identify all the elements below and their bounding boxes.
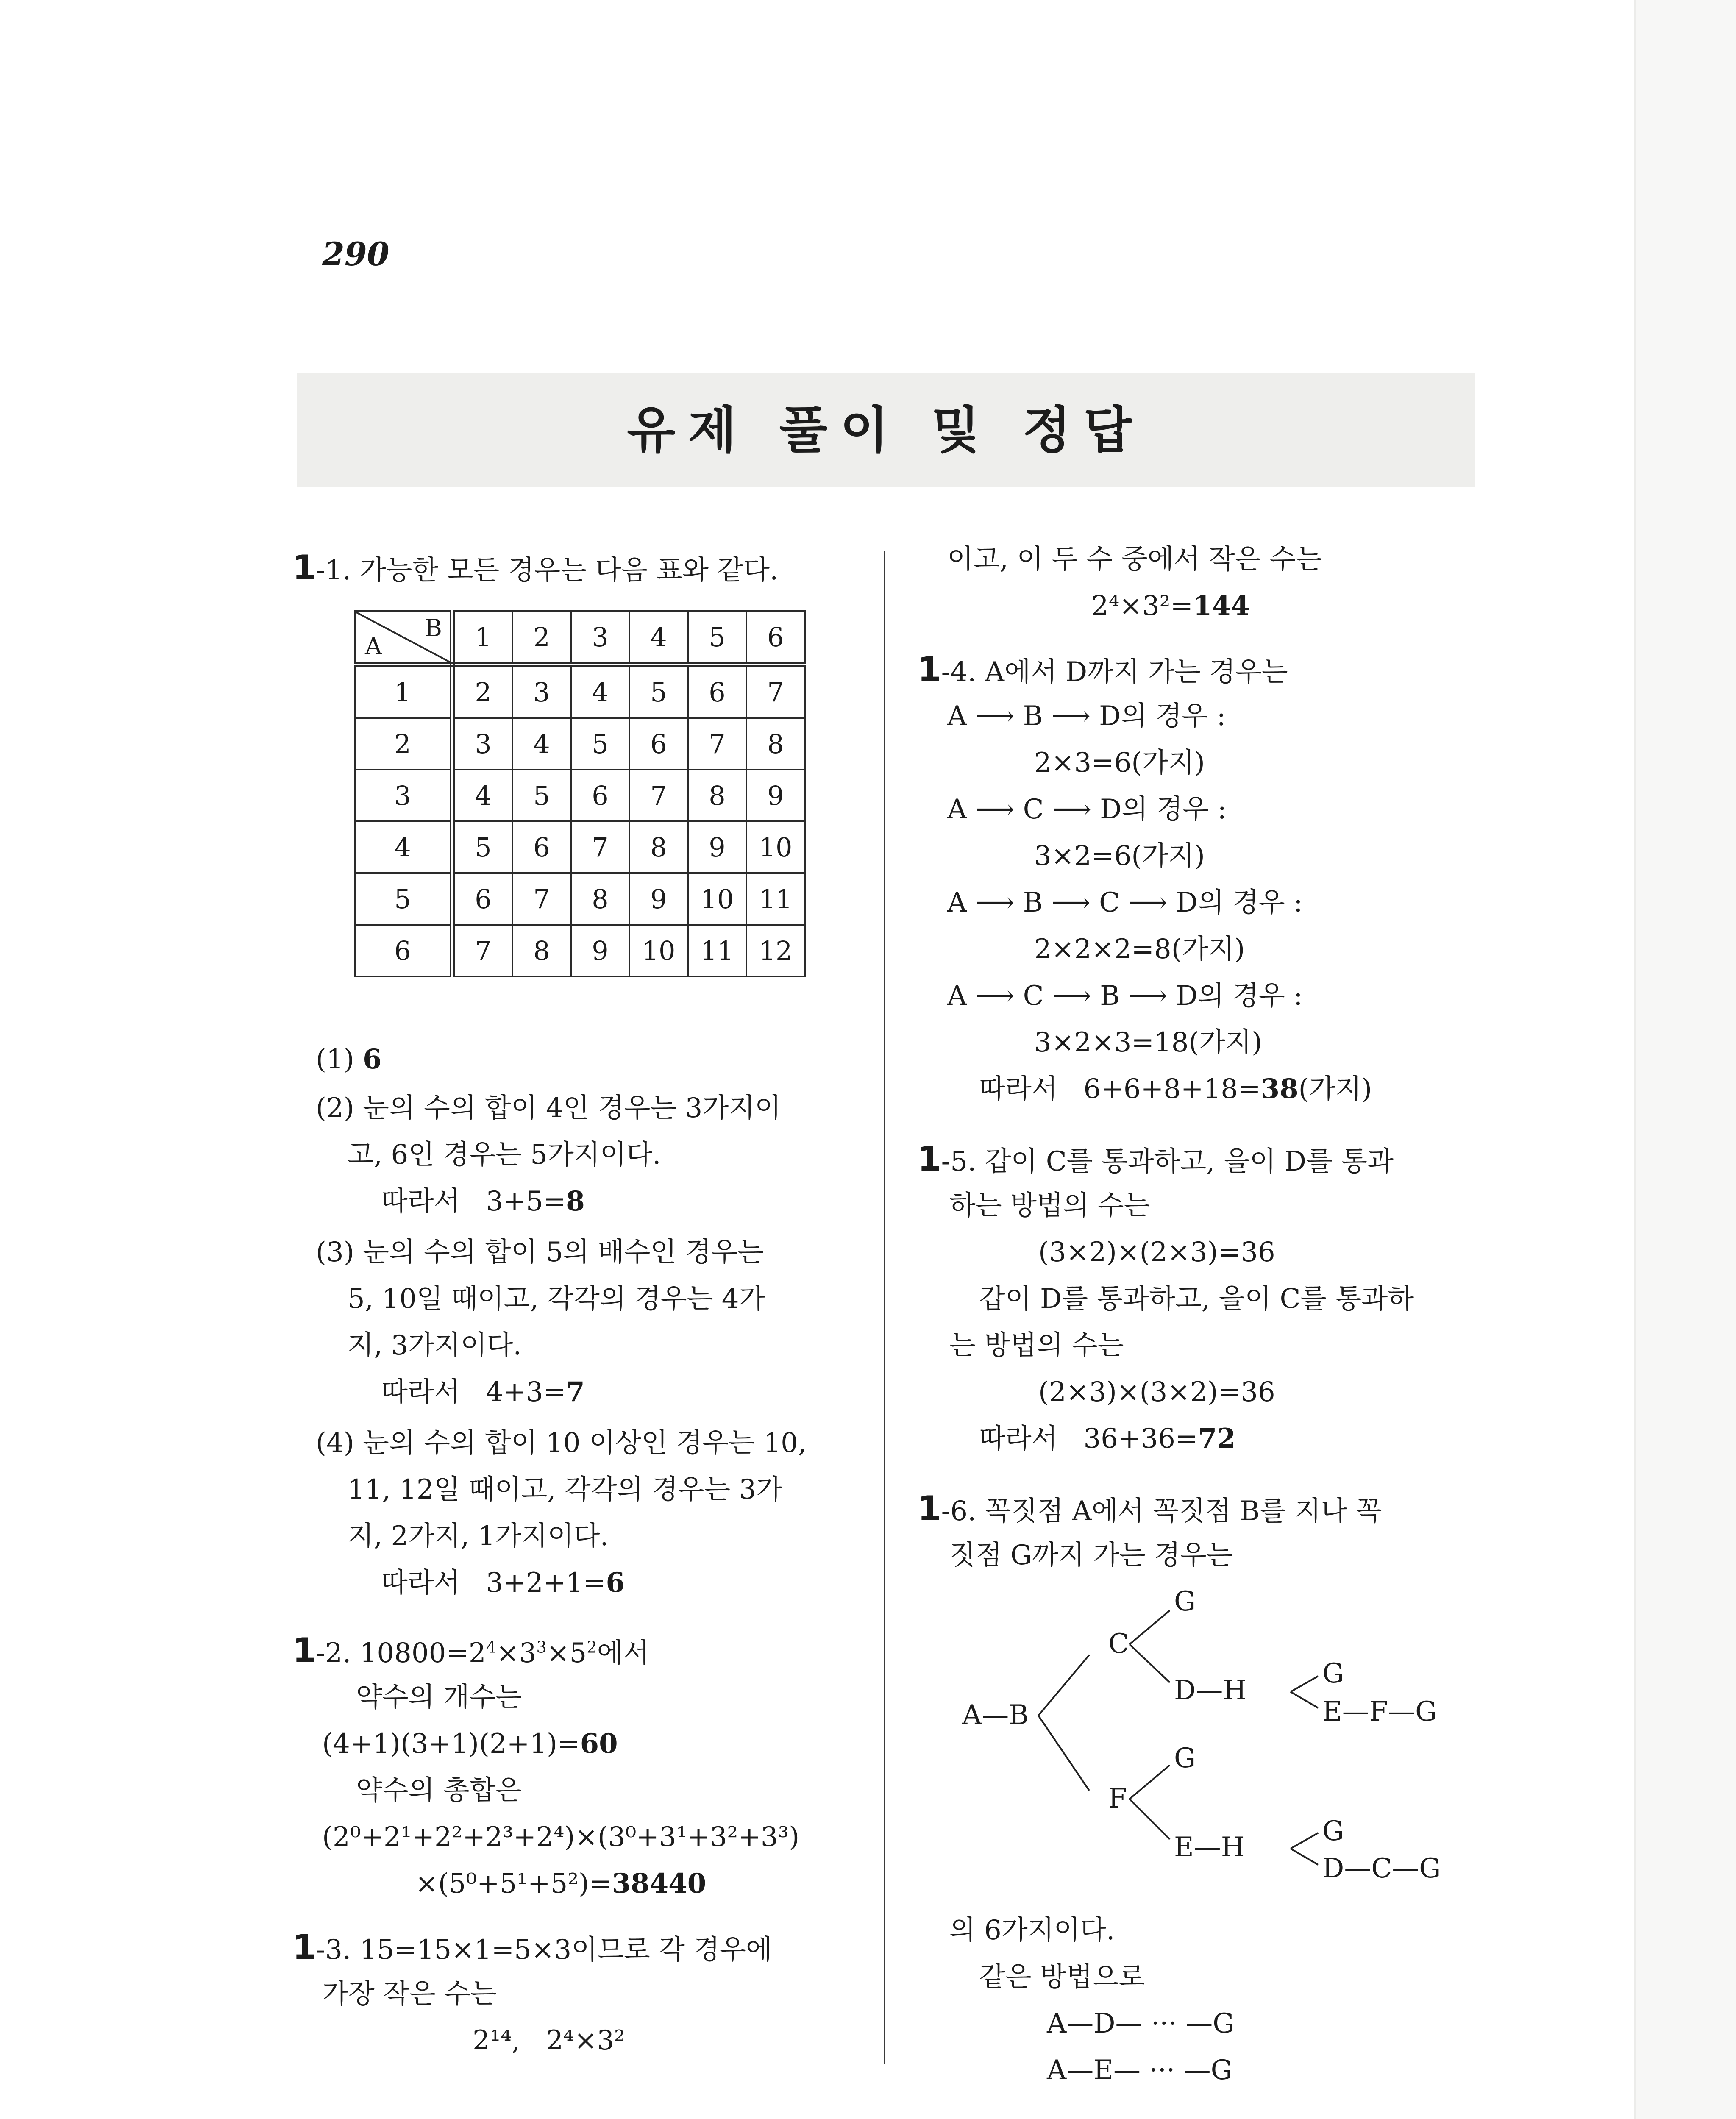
min-number-expr: 2⁴×3²= xyxy=(1091,590,1193,622)
factor: ×5 xyxy=(546,1638,587,1669)
table-cell: 8 xyxy=(688,770,746,821)
table-header-cell: 1 xyxy=(452,611,512,665)
table-cell: 9 xyxy=(571,925,629,976)
problem-1-6-line2: 짓점 G까지 가는 경우는 xyxy=(949,1540,1233,1571)
answer-4-expr: 따라서 3+2+1= xyxy=(381,1567,606,1599)
problem-1-1-heading xyxy=(292,548,779,587)
tree-node-a-b: A—B xyxy=(962,1699,1029,1731)
divisor-count-value: 60 xyxy=(580,1728,618,1760)
problem-suffix: -3. xyxy=(316,1934,351,1966)
table-cell: 11 xyxy=(688,925,746,976)
problem-1-5-line4: 갑이 D를 통과하고, 을이 C를 통과하 xyxy=(979,1283,1414,1315)
problem-1-3-line2: 가장 작은 수는 xyxy=(322,1978,497,2010)
problem-number: 1 xyxy=(292,548,316,587)
tree-node-g4: G xyxy=(1322,1816,1344,1847)
page-title: 유제 풀이 및 정답 xyxy=(627,401,1145,459)
path-tree-diagram xyxy=(962,1581,1496,1899)
problem-1-2-line2: 약수의 개수는 xyxy=(356,1682,522,1713)
answer-3-line4 xyxy=(381,1375,585,1409)
problem-number: 1 xyxy=(292,1927,316,1967)
answer-2-line3 xyxy=(381,1185,585,1218)
problem-text: 갑이 C를 통과하고, 을이 D를 통과 xyxy=(985,1146,1394,1177)
problem-1-5-expr: 따라서 36+36= xyxy=(979,1423,1198,1454)
problem-number: 1 xyxy=(918,650,941,689)
problem-1-3-line3: 2¹⁴, 2⁴×3² xyxy=(473,2025,625,2056)
problem-suffix: -6. xyxy=(941,1496,976,1527)
table-row-label: 1 xyxy=(355,665,452,718)
problem-1-4-heading xyxy=(918,650,1288,689)
table-cell: 3 xyxy=(452,718,512,770)
problem-text: 가능한 모든 경우는 다음 표와 같다. xyxy=(359,555,779,586)
factor-suffix: 에서 xyxy=(597,1638,650,1669)
table-cell: 9 xyxy=(746,770,805,821)
table-cell: 10 xyxy=(629,925,688,976)
table-cell: 2 xyxy=(452,665,512,718)
problem-1-3-heading xyxy=(292,1927,772,1967)
table-row-label: 3 xyxy=(355,770,452,821)
table-cell: 5 xyxy=(629,665,688,718)
problem-1-3-continued-line1: 이고, 이 두 수 중에서 작은 수는 xyxy=(947,544,1322,575)
table-cell: 7 xyxy=(571,821,629,873)
route-case-4: A ⟶ C ⟶ B ⟶ D의 경우 : xyxy=(947,980,1303,1012)
answer-label: (1) xyxy=(316,1044,354,1075)
tree-node-d-h: D—H xyxy=(1174,1675,1247,1706)
problem-1-5-line5: 는 방법의 수는 xyxy=(949,1330,1124,1361)
problem-1-2-line5: (2⁰+2¹+2²+2³+2⁴)×(3⁰+3¹+3²+3³) xyxy=(322,1821,800,1853)
table-row xyxy=(355,718,805,770)
table-cell: 3 xyxy=(512,665,571,718)
table-row-label: 4 xyxy=(355,821,452,873)
problem-suffix: -1. xyxy=(316,555,351,586)
tree-edge xyxy=(1130,1644,1170,1682)
table-cell: 5 xyxy=(452,821,512,873)
problem-number: 1 xyxy=(292,1631,316,1670)
tree-node-f: F xyxy=(1108,1783,1127,1814)
route-case-3-result: 2×2×2=8(가지) xyxy=(1034,934,1245,965)
problem-text: 15=15×1=5×3이므로 각 경우에 xyxy=(359,1934,772,1966)
problem-1-2-line3 xyxy=(322,1727,618,1761)
table-cell: 6 xyxy=(688,665,746,718)
route-total xyxy=(979,1072,1372,1106)
table-header-cell: 5 xyxy=(688,611,746,665)
problem-1-6-heading xyxy=(918,1489,1382,1528)
factorization-base: 10800=2 xyxy=(359,1638,486,1669)
route-case-2-result: 3×2=6(가지) xyxy=(1034,840,1205,872)
answer-4-value: 6 xyxy=(606,1567,625,1599)
table-cell: 4 xyxy=(512,718,571,770)
problem-number: 1 xyxy=(918,1489,941,1528)
problem-suffix: -4. xyxy=(941,656,976,688)
answer-value: 6 xyxy=(363,1043,382,1075)
tree-node-d-c-g: D—C—G xyxy=(1322,1853,1441,1884)
tree-edge xyxy=(1291,1676,1318,1692)
tree-edge xyxy=(1130,1765,1170,1799)
table-row-label: 6 xyxy=(355,925,452,976)
tree-node-e-f-g: E—F—G xyxy=(1322,1696,1437,1727)
problem-1-5-value: 72 xyxy=(1198,1423,1236,1454)
problem-number: 1 xyxy=(918,1139,941,1179)
table-cell: 8 xyxy=(746,718,805,770)
problem-1-5-line3: (3×2)×(2×3)=36 xyxy=(1038,1237,1275,1268)
problem-1-6-line3: 의 6가지이다. xyxy=(949,1915,1115,1946)
table-header-cell: 4 xyxy=(629,611,688,665)
table-cell: 6 xyxy=(512,821,571,873)
problem-1-5-line2: 하는 방법의 수는 xyxy=(949,1190,1150,1221)
dice-sum-table xyxy=(354,610,806,977)
problem-1-2-line4: 약수의 총합은 xyxy=(356,1775,522,1806)
table-row xyxy=(355,925,805,976)
table-cell: 7 xyxy=(452,925,512,976)
answer-2-line1: (2) 눈의 수의 합이 4인 경우는 3가지이 xyxy=(316,1093,781,1124)
table-cell: 4 xyxy=(452,770,512,821)
table-cell: 8 xyxy=(571,873,629,925)
answer-4-line3: 지, 2가지, 1가지이다. xyxy=(348,1521,609,1552)
table-cell: 12 xyxy=(746,925,805,976)
problem-1-6-line5: A—D— ··· —G xyxy=(1047,2008,1235,2039)
tree-edge xyxy=(1038,1716,1089,1791)
route-case-2: A ⟶ C ⟶ D의 경우 : xyxy=(947,794,1227,825)
exponent: 4 xyxy=(486,1638,497,1657)
divisor-count-expr: (4+1)(3+1)(2+1)= xyxy=(322,1728,580,1760)
table-cell: 6 xyxy=(452,873,512,925)
answer-4-line1: (4) 눈의 수의 합이 10 이상인 경우는 10, xyxy=(316,1427,807,1459)
problem-suffix: -5. xyxy=(941,1146,976,1177)
answer-3-line3: 지, 3가지이다. xyxy=(348,1330,522,1361)
table-header-cell: 6 xyxy=(746,611,805,665)
route-case-4-result: 3×2×3=18(가지) xyxy=(1034,1027,1263,1058)
table-cell: 8 xyxy=(629,821,688,873)
route-total-unit: (가지) xyxy=(1298,1073,1372,1105)
problem-1-5-line7 xyxy=(979,1422,1236,1456)
divisor-sum-value: 38440 xyxy=(612,1868,707,1899)
answer-2-value: 8 xyxy=(566,1185,585,1217)
tree-edge xyxy=(1130,1610,1170,1644)
tree-node-c: C xyxy=(1108,1628,1129,1660)
answer-4-line2: 11, 12일 때이고, 각각의 경우는 3가 xyxy=(348,1474,783,1505)
problem-suffix: -2. xyxy=(316,1638,351,1669)
exponent: 3 xyxy=(536,1638,547,1657)
problem-text: 꼭짓점 A에서 꼭짓점 B를 지나 꼭 xyxy=(985,1496,1382,1527)
table-cell: 9 xyxy=(629,873,688,925)
factor: ×3 xyxy=(496,1638,537,1669)
route-case-1-result: 2×3=6(가지) xyxy=(1034,747,1205,779)
table-cell: 8 xyxy=(512,925,571,976)
table-cell: 5 xyxy=(512,770,571,821)
table-cell: 4 xyxy=(571,665,629,718)
exponent: 2 xyxy=(587,1638,597,1657)
table-header-cell: 3 xyxy=(571,611,629,665)
table-cell: 7 xyxy=(629,770,688,821)
table-row xyxy=(355,665,805,718)
answer-2-line2: 고, 6인 경우는 5가지이다. xyxy=(348,1139,661,1171)
table-row-label: 2 xyxy=(355,718,452,770)
tree-edge xyxy=(1291,1833,1318,1849)
problem-text: A에서 D까지 가는 경우는 xyxy=(985,656,1288,688)
min-number-value: 144 xyxy=(1193,590,1250,622)
answer-3-expr: 따라서 4+3= xyxy=(381,1377,566,1408)
tree-node-g1: G xyxy=(1174,1586,1196,1617)
tree-edge xyxy=(1291,1692,1318,1708)
tree-node-e-h: E—H xyxy=(1174,1832,1245,1863)
problem-1-6-line4: 같은 방법으로 xyxy=(979,1961,1145,1993)
table-row-label: 5 xyxy=(355,873,452,925)
page-edge-shadow xyxy=(1636,0,1736,2119)
table-cell: 5 xyxy=(571,718,629,770)
table-cell: 10 xyxy=(746,821,805,873)
problem-1-5-line6: (2×3)×(3×2)=36 xyxy=(1038,1377,1275,1408)
table-cell: 7 xyxy=(688,718,746,770)
table-cell: 7 xyxy=(512,873,571,925)
corner-label-a: A xyxy=(365,633,382,660)
answer-3-line1: (3) 눈의 수의 합이 5의 배수인 경우는 xyxy=(316,1237,764,1268)
problem-1-3-continued-line2 xyxy=(1091,589,1250,623)
table-row xyxy=(355,770,805,821)
answer-1 xyxy=(316,1043,382,1076)
tree-node-g3: G xyxy=(1174,1743,1196,1774)
problem-1-6-line6: A—E— ··· —G xyxy=(1047,2055,1232,2086)
divisor-sum-expr: ×(5⁰+5¹+5²)= xyxy=(415,1868,612,1899)
answer-2-expr: 따라서 3+5= xyxy=(381,1186,566,1217)
table-row xyxy=(355,821,805,873)
table-cell: 6 xyxy=(571,770,629,821)
table-cell: 7 xyxy=(746,665,805,718)
answer-3-value: 7 xyxy=(566,1376,585,1408)
table-row xyxy=(355,873,805,925)
problem-1-5-heading xyxy=(918,1139,1394,1179)
problem-1-2-heading xyxy=(292,1631,650,1670)
page-edge-line xyxy=(1634,0,1636,2119)
table-cell: 6 xyxy=(629,718,688,770)
answer-4-line4 xyxy=(381,1566,625,1600)
table-corner-cell xyxy=(355,611,452,665)
tree-edge xyxy=(1130,1799,1170,1839)
tree-edge xyxy=(1038,1655,1089,1716)
table-cell: 10 xyxy=(688,873,746,925)
tree-edge xyxy=(1291,1849,1318,1865)
route-case-1: A ⟶ B ⟶ D의 경우 : xyxy=(947,701,1226,732)
table-header-row xyxy=(355,611,805,665)
table-cell: 11 xyxy=(746,873,805,925)
page-number: 290 xyxy=(322,235,389,273)
tree-node-g2: G xyxy=(1322,1658,1344,1689)
route-total-expr: 따라서 6+6+8+18= xyxy=(979,1073,1261,1105)
answer-3-line2: 5, 10일 때이고, 각각의 경우는 4가 xyxy=(348,1283,765,1315)
problem-1-2-line6 xyxy=(415,1867,706,1901)
corner-label-b: B xyxy=(424,615,442,642)
route-case-3: A ⟶ B ⟶ C ⟶ D의 경우 : xyxy=(947,887,1303,918)
table-cell: 9 xyxy=(688,821,746,873)
route-total-value: 38 xyxy=(1260,1073,1299,1105)
table-header-cell: 2 xyxy=(512,611,571,665)
column-divider xyxy=(884,551,885,2064)
